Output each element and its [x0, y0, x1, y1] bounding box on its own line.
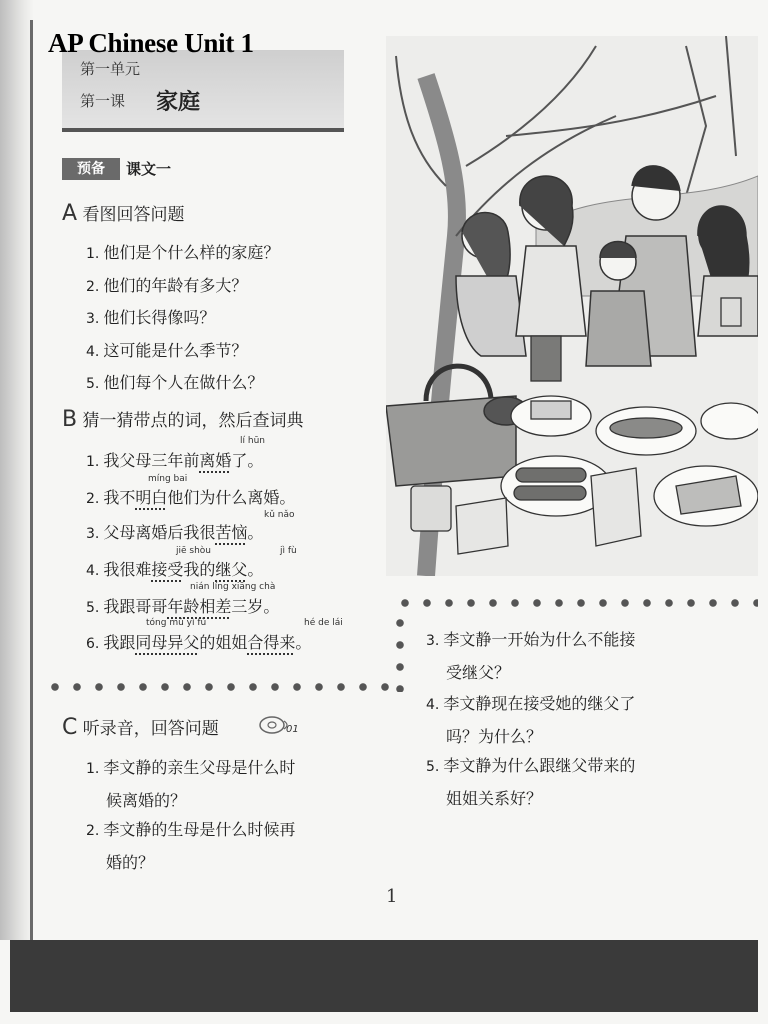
question-number: 1.	[86, 246, 100, 262]
vocab-item-5	[86, 594, 279, 617]
item-number: 1.	[86, 454, 100, 470]
section-a-heading	[62, 200, 184, 226]
dotted-separator-left	[44, 681, 396, 693]
question-a-1	[86, 240, 279, 263]
vocab-item-4	[86, 557, 263, 580]
question-text: 他们是个什么样的家庭？	[103, 243, 280, 262]
spine-edge-line	[30, 20, 33, 950]
document-title: AP Chinese Unit 1	[48, 28, 254, 58]
item-text-post: 。	[295, 633, 312, 652]
dotted-word: 接受	[151, 560, 184, 579]
item-text-mid: 我的	[183, 560, 216, 579]
text-one-label: 课文一	[126, 160, 172, 178]
question-a-2	[86, 273, 247, 296]
question-text: 这可能是什么季节？	[103, 341, 248, 360]
section-b-title: 猜一猜带点的词，然后查词典	[82, 411, 304, 431]
question-a-5	[86, 370, 263, 393]
section-a-title: 看图回答问题	[82, 205, 185, 225]
question-line-2: 候离婚的？	[106, 791, 187, 810]
page-number: 1	[386, 886, 398, 907]
book-spine-shadow	[0, 0, 34, 940]
pinyin-annotation: tóng mǔ yì fù	[146, 618, 207, 628]
scan-bottom-band	[10, 940, 758, 1012]
item-number: 6.	[86, 636, 100, 652]
section-c-title: 听录音，回答问题	[82, 719, 219, 739]
dotted-word: 明白	[135, 488, 168, 507]
audio-track-number: 01	[286, 724, 299, 735]
item-text-post: 了。	[231, 451, 264, 470]
question-number: 4.	[426, 697, 440, 713]
question-line-2: 受继父？	[446, 663, 511, 682]
preparation-tag: 预备	[62, 158, 120, 180]
question-line-2: 吗？为什么？	[446, 727, 543, 746]
question-line-2: 姐姐关系好？	[446, 789, 543, 808]
question-line-1: 李文静的亲生父母是什么时	[103, 758, 296, 777]
item-text-post: 三岁。	[231, 597, 280, 616]
question-line-2: 婚的？	[106, 853, 155, 872]
pinyin-annotation: kǔ nǎo	[264, 510, 295, 520]
family-picnic-illustration	[386, 36, 758, 576]
question-number: 5.	[86, 376, 100, 392]
vocab-item-2	[86, 485, 295, 508]
item-number: 5.	[86, 600, 100, 616]
item-text-pre: 我父母三年前	[103, 451, 200, 470]
lesson-number: 第一课	[80, 92, 126, 110]
question-line-1: 李文静现在接受她的继父了	[443, 694, 636, 713]
item-text-pre: 我不	[103, 488, 136, 507]
question-number: 3.	[86, 311, 100, 327]
item-number: 2.	[86, 491, 100, 507]
unit-label: 第一单元	[80, 60, 141, 78]
dotted-word: 合得来	[247, 633, 296, 652]
item-number: 4.	[86, 563, 100, 579]
section-c-letter: C	[62, 715, 78, 740]
question-number: 3.	[426, 633, 440, 649]
question-text: 他们的年龄有多大？	[103, 276, 248, 295]
question-c-1	[86, 752, 295, 817]
question-text: 他们长得像吗？	[103, 308, 216, 327]
vocab-item-6	[86, 630, 311, 653]
item-text-post: 。	[247, 523, 264, 542]
vocab-item-3	[86, 520, 263, 543]
section-b-heading	[62, 406, 304, 432]
question-a-4	[86, 338, 247, 361]
question-c-5	[426, 750, 635, 815]
question-number: 5.	[426, 759, 440, 775]
pinyin-annotation: nián líng xiāng chà	[190, 582, 276, 592]
item-text-pre: 我跟	[103, 633, 136, 652]
question-number: 2.	[86, 823, 100, 839]
pinyin-annotation: hé de lái	[304, 618, 343, 628]
dotted-word: 年龄相差	[167, 597, 232, 616]
lesson-name: 家庭	[156, 89, 201, 115]
dotted-word: 离婚	[199, 451, 232, 470]
question-number: 4.	[86, 344, 100, 360]
item-text-mid: 的姐姐	[199, 633, 248, 652]
question-c-4	[426, 688, 635, 753]
item-text-pre: 我跟哥哥	[103, 597, 168, 616]
dotted-separator-vertical	[394, 612, 406, 692]
dotted-word: 苦恼	[215, 523, 248, 542]
dotted-word: 同母异父	[135, 633, 200, 652]
question-line-1: 李文静一开始为什么不能接	[443, 630, 636, 649]
vocab-item-1	[86, 448, 263, 471]
question-number: 1.	[86, 761, 100, 777]
question-number: 2.	[86, 279, 100, 295]
pinyin-annotation: míng bai	[148, 474, 188, 484]
pinyin-annotation: jì fù	[280, 546, 297, 556]
question-line-1: 李文静为什么跟继父带来的	[443, 756, 636, 775]
item-text-post: 。	[247, 560, 264, 579]
pinyin-annotation: jiē shòu	[176, 546, 212, 556]
dotted-separator-right	[394, 597, 758, 609]
question-c-2	[86, 814, 295, 879]
pinyin-annotation: lí hūn	[240, 436, 265, 446]
question-a-3	[86, 305, 215, 328]
section-a-letter: A	[62, 201, 78, 226]
question-text: 他们每个人在做什么？	[103, 373, 264, 392]
dotted-word: 继父	[215, 560, 248, 579]
item-text-pre: 我很难	[103, 560, 152, 579]
item-number: 3.	[86, 526, 100, 542]
question-c-3	[426, 624, 635, 689]
question-line-1: 李文静的生母是什么时候再	[103, 820, 296, 839]
item-text-pre: 父母离婚后我很	[103, 523, 216, 542]
item-text-post: 他们为什么离婚。	[167, 488, 296, 507]
section-b-letter: B	[62, 407, 78, 432]
section-c-heading	[62, 714, 219, 740]
